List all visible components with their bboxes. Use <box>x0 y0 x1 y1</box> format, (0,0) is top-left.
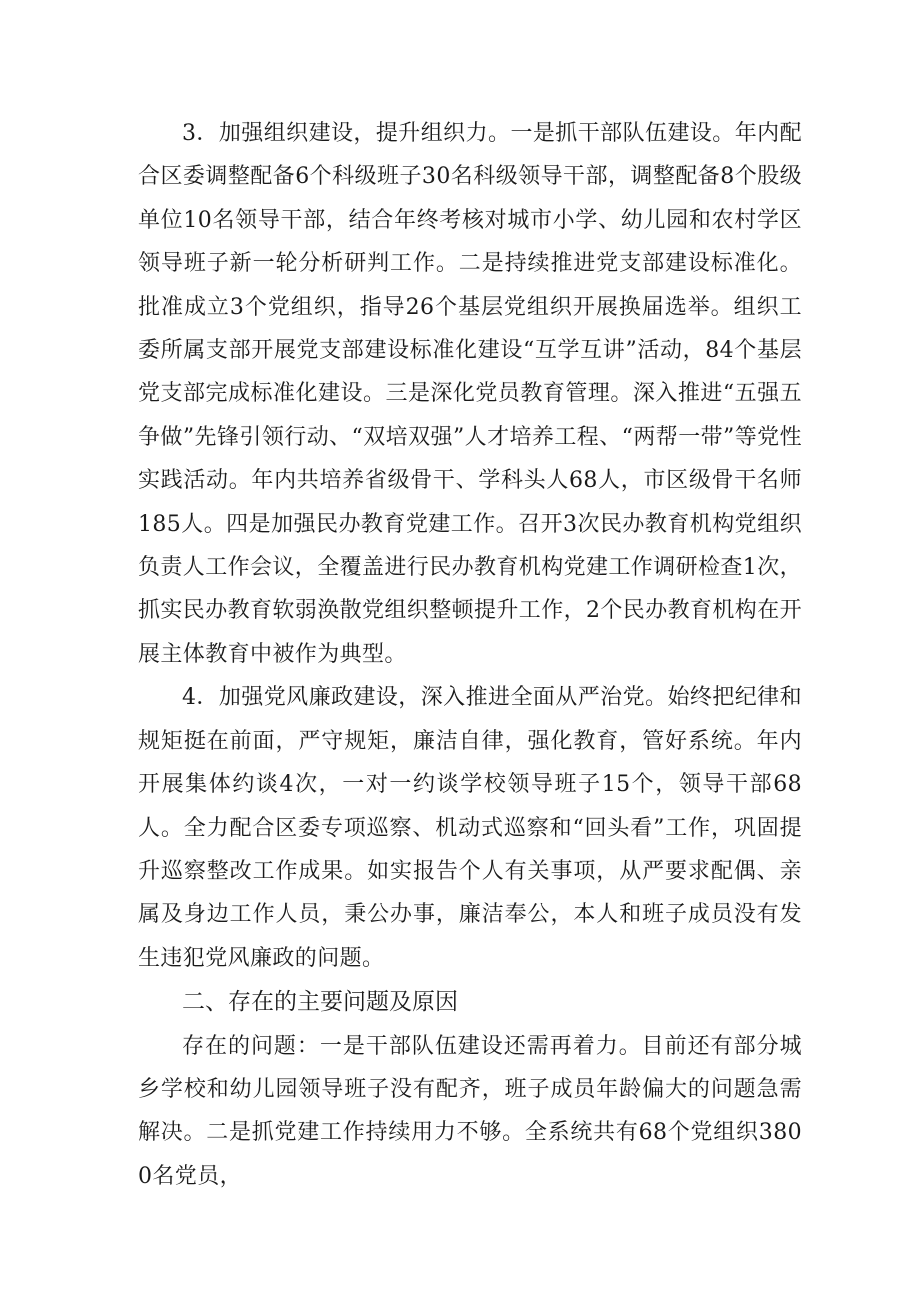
paragraph-party-conduct: 4．加强党风廉政建设，深入推进全面从严治党。始终把纪律和规矩挺在前面，严守规矩，廉洁自律，强化教育，管好系统。年内开展集体约谈4次，一对一约谈学校领导班子15个，领导干部68人。全力配合区委专项巡察、机动式巡察和“回头看”工作，巩固提升巡察整改工作成果。如实报告个人有关事项，从严要求配偶、亲属及身边工作人员，秉公办事，廉洁奉公，本人和班子成员没有发生违犯党风廉政的问题。 <box>138 685 802 971</box>
document-page <box>138 112 802 1198</box>
paragraph-existing-problems: 存在的问题：一是干部队伍建设还需再着力。目前还有部分城乡学校和幼儿园领导班子没有配齐，班子成员年龄偏大的问题急需解决。二是抓党建工作持续用力不够。全系统共有68个党组织3800名党员， <box>138 1033 802 1189</box>
section-heading-problems: 二、存在的主要问题及原因 <box>182 989 458 1016</box>
paragraph-organization-building: 3．加强组织建设，提升组织力。一是抓干部队伍建设。年内配合区委调整配备6个科级班子30名科级领导干部，调整配备8个股级单位10名领导干部，结合年终考核对城市小学、幼儿园和农村学区领导班子新一轮分析研判工作。二是持续推进党支部建设标准化。批准成立3个党组织，指导26个基层党组织开展换届选举。组织工委所属支部开展党支部建设标准化建设“互学互讲”活动，84个基层党支部完成标准化建设。三是深化党员教育管理。深入推进“五强五争做”先锋引领行动、“双培双强”人才培养工程、“两帮一带”等党性实践活动。年内共培养省级骨干、学科头人68人，市区级骨干名师185人。四是加强民办教育党建工作。召开3次民办教育机构党组织负责人工作会议，全覆盖进行民办教育机构党建工作调研检查1次，抓实民办教育软弱涣散党组织整顿提升工作，2个民办教育机构在开展主体教育中被作为典型。 <box>138 121 802 667</box>
